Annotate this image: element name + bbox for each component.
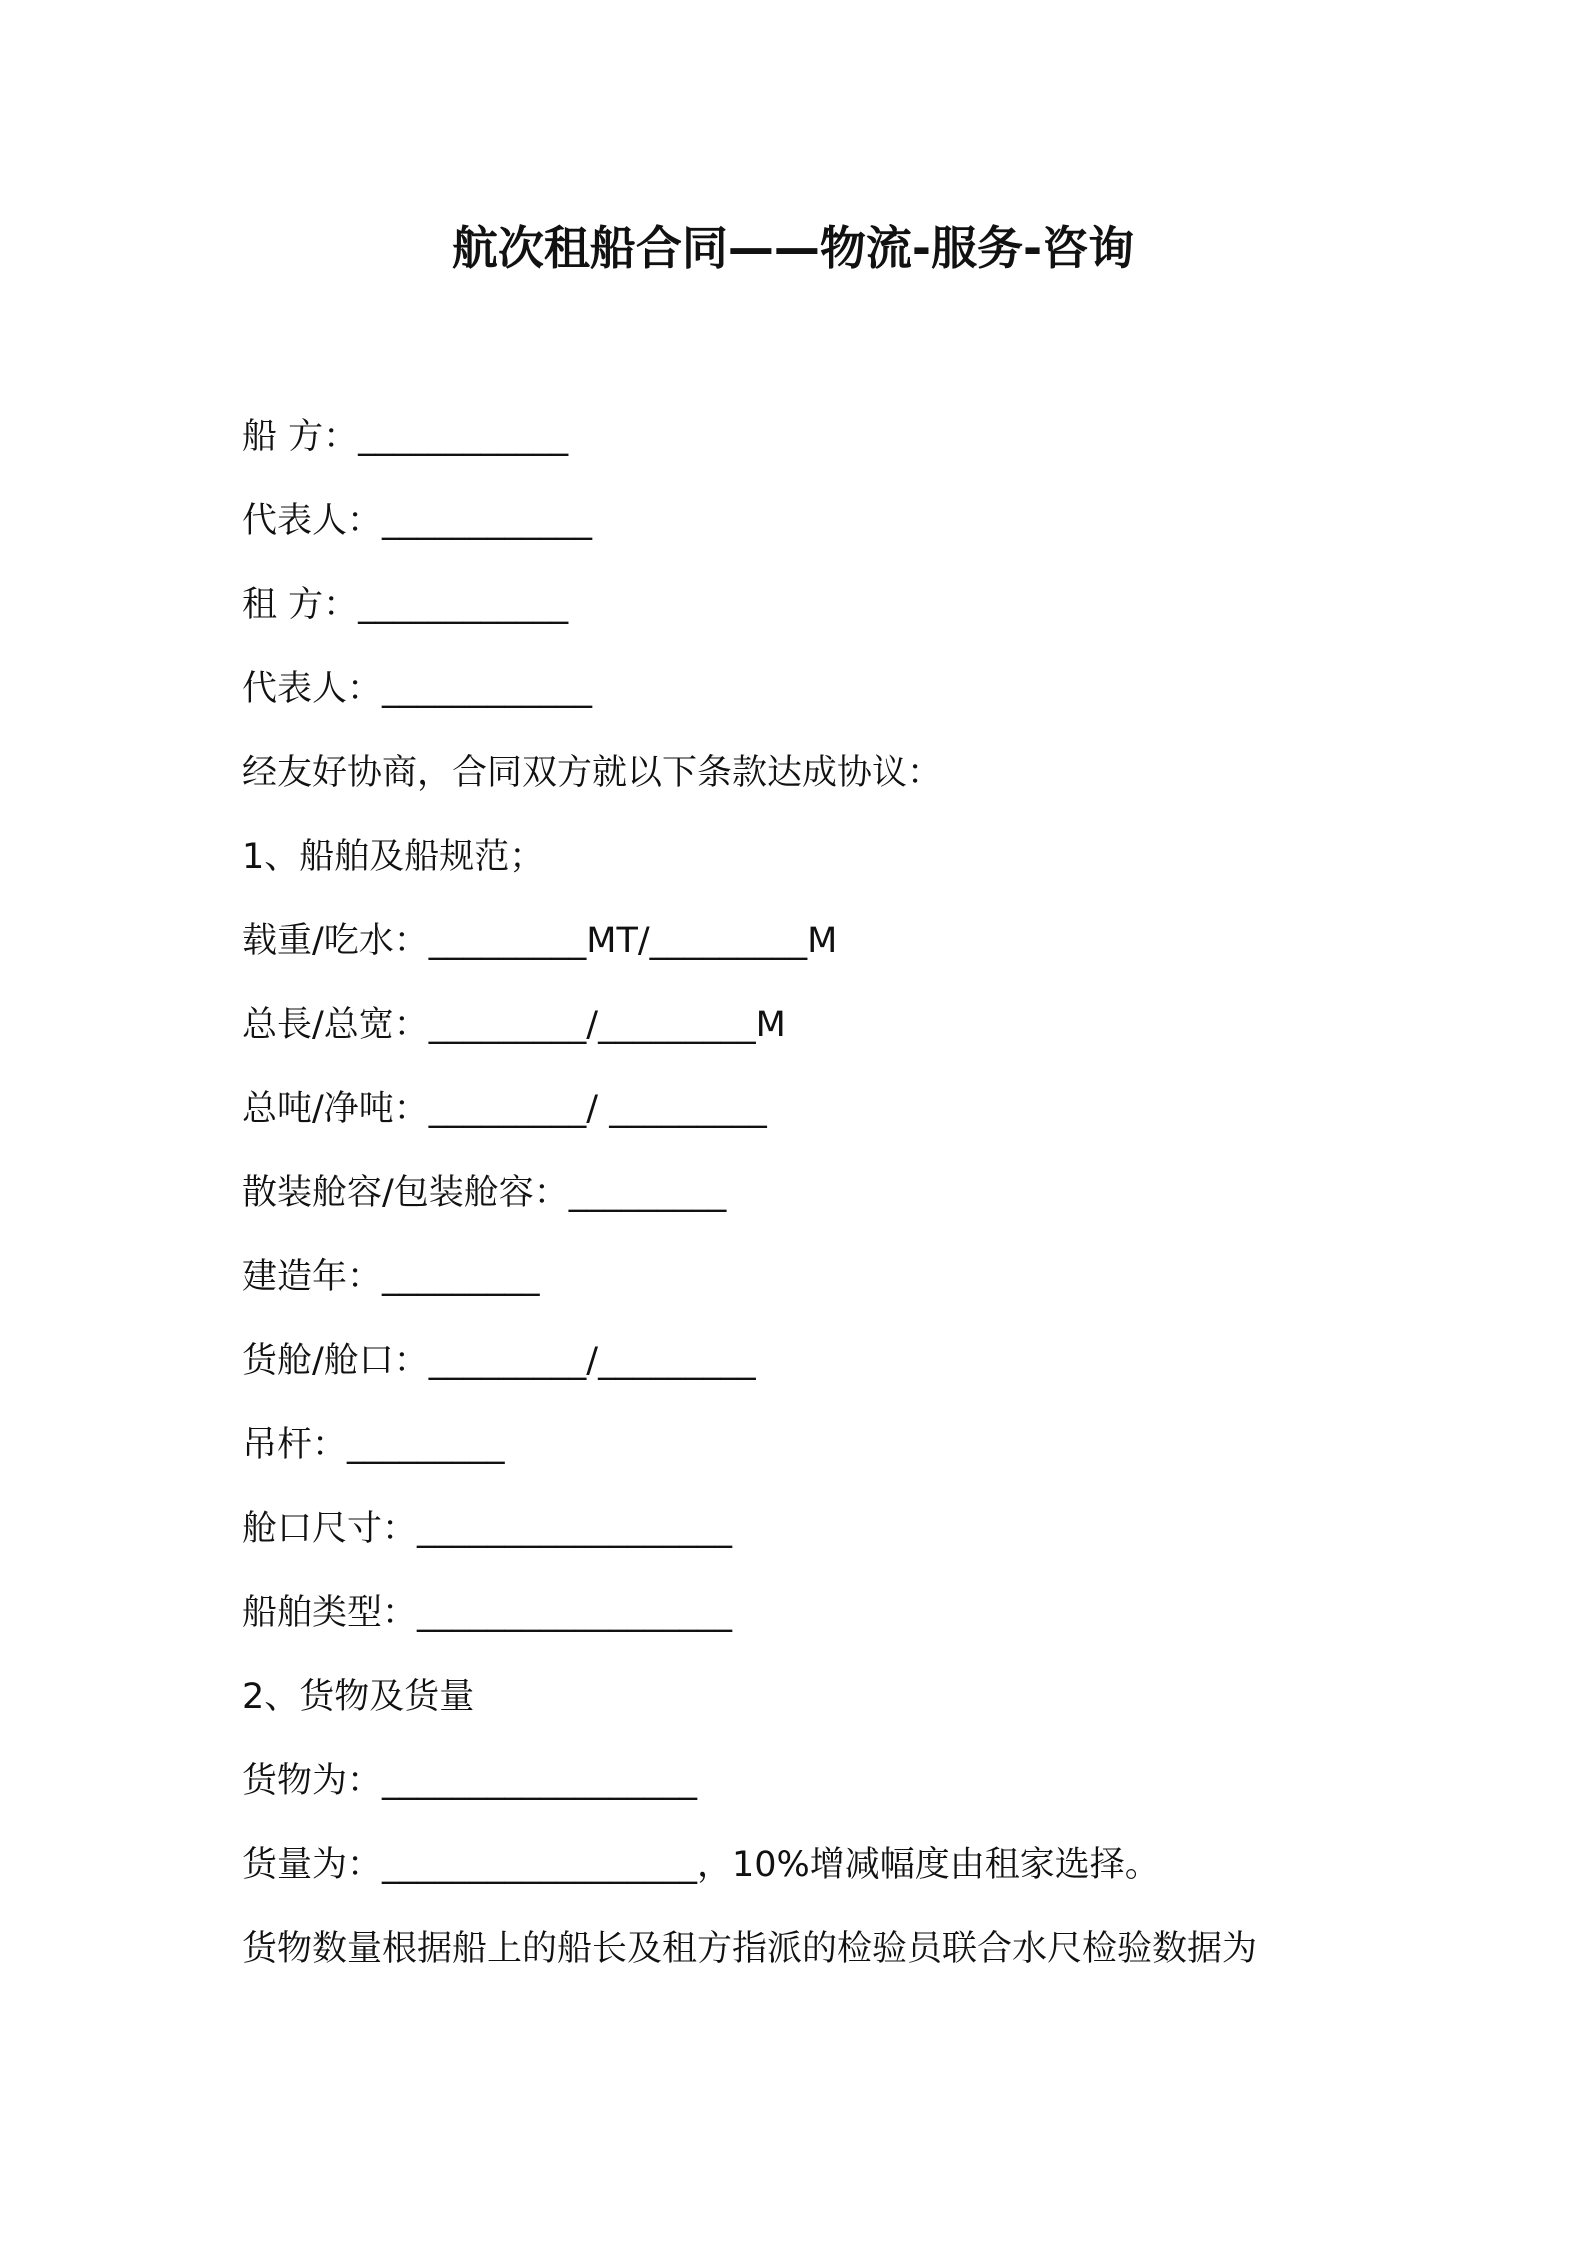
deadweight-draft-line: 载重/吃水：_________MT/_________M [242, 921, 838, 961]
vessel-type-line: 船舶类型：__________________ [242, 1593, 733, 1633]
grain-bale-capacity-line: 散装舱容/包装舱容：_________ [242, 1173, 727, 1213]
section-1-heading: 1、船舶及船规范； [242, 837, 545, 877]
length-beam-line: 总長/总宽：_________/_________M [242, 1005, 786, 1045]
shipowner-line: 船 方：____________ [242, 417, 569, 457]
cargo-survey-line: 货物数量根据船上的船长及租方指派的检验员联合水尺检验数据为 [242, 1929, 1258, 1969]
section-2-heading: 2、货物及货量 [242, 1677, 475, 1717]
agreement-intro-line: 经友好协商，合同双方就以下条款达成协议： [242, 753, 943, 793]
derricks-line: 吊杆：_________ [242, 1425, 505, 1465]
cargo-line: 货物为：__________________ [242, 1761, 698, 1801]
hatch-size-line: 舱口尺寸：__________________ [242, 1509, 733, 1549]
holds-hatches-line: 货舱/舱口：_________/_________ [242, 1341, 756, 1381]
gross-net-tonnage-line: 总吨/净吨：_________/ _________ [242, 1089, 767, 1129]
document-title: 航次租船合同——物流-服务-咨询 [451, 221, 1135, 275]
charterer-representative-line: 代表人：____________ [242, 669, 593, 709]
charterer-line: 租 方：____________ [242, 585, 569, 625]
shipowner-representative-line: 代表人：____________ [242, 501, 593, 541]
year-built-line: 建造年：_________ [242, 1257, 540, 1297]
cargo-quantity-line: 货量为：__________________，10%增减幅度由租家选择。 [242, 1845, 1160, 1885]
document-body [242, 407, 1442, 2003]
